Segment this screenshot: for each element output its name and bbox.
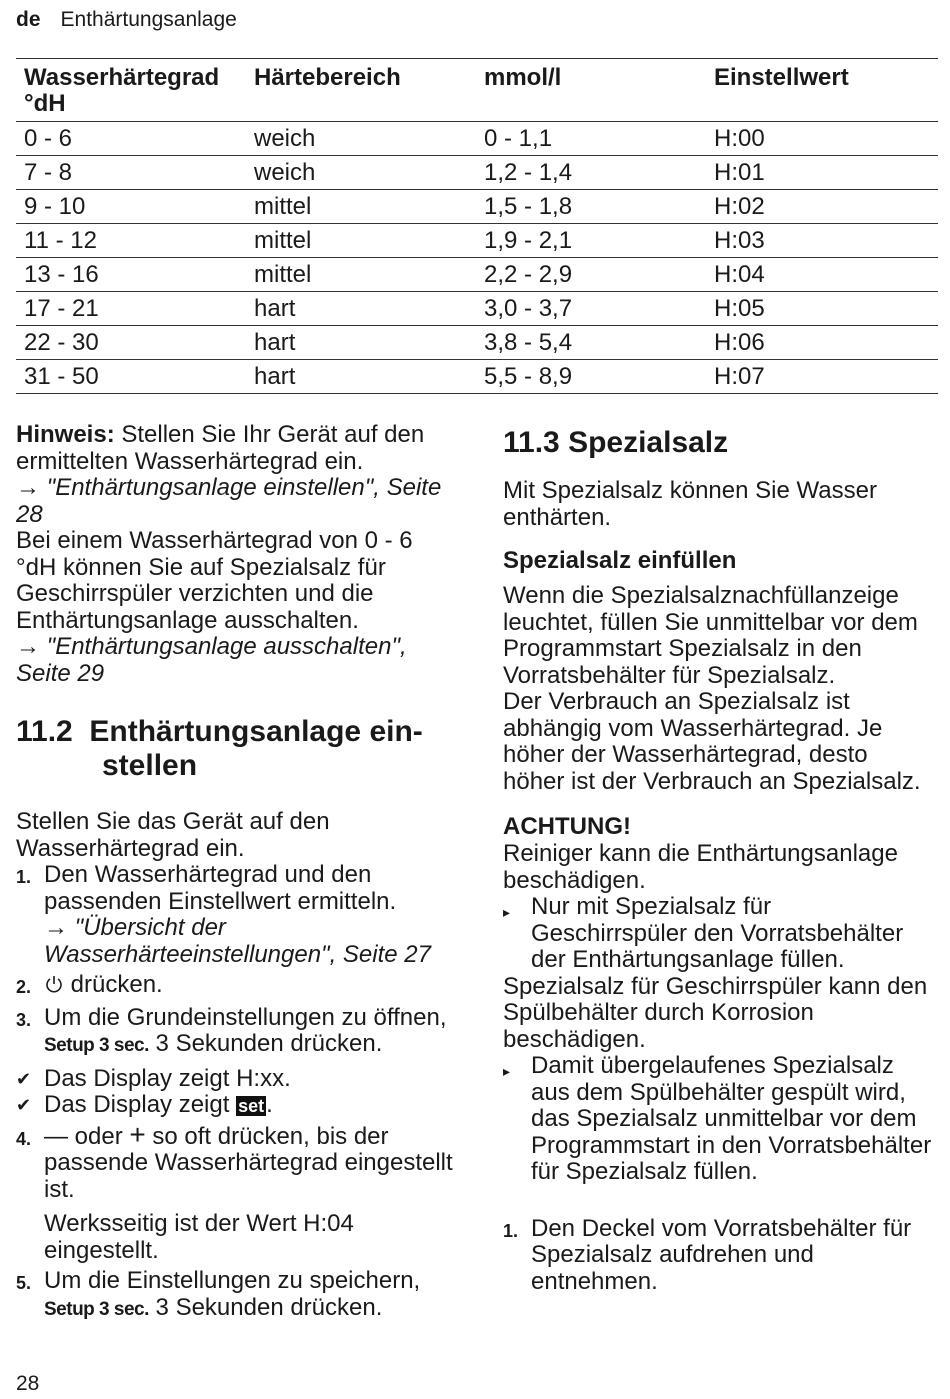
- column-header: mmol/l: [476, 59, 706, 122]
- table-cell: 13 - 16: [16, 258, 246, 292]
- paragraph: Bei einem Wasserhärtegrad von 0 - 6 °dH können Sie auf Spezialsalz für Geschirrspüler verzichten und die Enthärtungsanlage ausschalten.: [16, 527, 413, 634]
- step-item: [503, 1216, 933, 1296]
- table-cell: weich: [246, 122, 476, 156]
- bullet-text: Nur mit Spezialsalz für Geschirrspüler den Vorratsbehälter der Enthärtungsanlage füllen.: [531, 893, 904, 973]
- table-cell: hart: [246, 360, 476, 394]
- step-text: so oft drücken, bis der passende Wasserhärtegrad eingestellt ist.: [44, 1122, 453, 1203]
- header-title: Enthärtungsanlage: [60, 8, 237, 31]
- table-cell: 1,9 - 2,1: [476, 224, 706, 258]
- subsection-heading: Spezialsalz einfüllen: [503, 547, 737, 574]
- table-cell: 5,5 - 8,9: [476, 360, 706, 394]
- step-text: Den Deckel vom Vorratsbehälter für Spezialsalz aufdrehen und entnehmen.: [531, 1214, 912, 1295]
- table-cell: H:03: [706, 224, 938, 258]
- triangle-bullet-icon: ▸: [503, 904, 511, 920]
- table-cell: mittel: [246, 258, 476, 292]
- cross-reference-link[interactable]: [16, 634, 456, 687]
- table-row: [16, 156, 938, 190]
- table-row: [16, 292, 938, 326]
- triangle-bullet-icon: ▸: [503, 1063, 511, 1079]
- page-header: [16, 8, 237, 32]
- table-cell: 1,5 - 1,8: [476, 190, 706, 224]
- section-heading: 11.2 Enthärtungsanlage ein- stellen: [16, 715, 423, 782]
- power-icon: [44, 974, 64, 994]
- checkmark-icon: ✔: [16, 1068, 32, 1089]
- step-text: oder: [68, 1122, 130, 1150]
- step-number: 5.: [16, 1273, 32, 1293]
- table-cell: 17 - 21: [16, 292, 246, 326]
- table-row: [16, 224, 938, 258]
- intro-paragraph: Stellen Sie das Gerät auf den Wasserhärtegrad ein.: [16, 808, 330, 862]
- warning-text: Spezialsalz für Geschirrspüler kann den Spülbehälter durch Korrosion beschädigen.: [503, 972, 928, 1053]
- table-cell: hart: [246, 326, 476, 360]
- minus-icon: —: [44, 1122, 68, 1150]
- step-number: 2.: [16, 977, 32, 997]
- table-cell: 11 - 12: [16, 224, 246, 258]
- step-text: Um die Einstellungen zu speichern,: [44, 1267, 421, 1294]
- table-header-row: [16, 59, 938, 122]
- step-number: 1.: [16, 867, 32, 887]
- table-row: [16, 122, 938, 156]
- table-cell: 9 - 10: [16, 190, 246, 224]
- arrow-right-icon: →: [16, 474, 40, 501]
- table-cell: 0 - 6: [16, 122, 246, 156]
- table-cell: 0 - 1,1: [476, 122, 706, 156]
- result-text: Das Display zeigt H:xx.: [44, 1064, 291, 1092]
- column-header: Härtebereich: [246, 59, 476, 122]
- language-code: de: [16, 8, 41, 31]
- table-cell: H:04: [706, 258, 938, 292]
- hint-label: Hinweis:: [16, 421, 115, 448]
- table-cell: H:01: [706, 156, 938, 190]
- hint-paragraph: [16, 422, 456, 475]
- table-cell: 3,8 - 5,4: [476, 326, 706, 360]
- checkmark-icon: ✔: [16, 1095, 32, 1115]
- result-item: [16, 1066, 456, 1093]
- left-column: [16, 422, 456, 1323]
- table-cell: mittel: [246, 224, 476, 258]
- bullet-text: Damit übergelaufenes Spezialsalz aus dem Spülbehälter gespült wird, das Spezialsalz unmittelbar vor dem Programmstart in den Vorratsbehälter für Spezialsalz füllen.: [531, 1052, 932, 1185]
- reference-text: "Übersicht der Wasserhärteeinstellungen", Seite 27: [44, 914, 431, 968]
- step-number: 1.: [503, 1220, 519, 1241]
- paragraph: Wenn die Spezialsalznachfüllanzeige leuchtet, füllen Sie unmittelbar vor dem Programmstart Spezialsalz in den Vorratsbehälter für Spezialsalz.: [503, 582, 918, 689]
- bullet-item: [503, 1053, 933, 1186]
- reference-text: "Enthärtungsanlage ausschalten", Seite 29: [16, 633, 407, 687]
- table-cell: H:00: [706, 122, 938, 156]
- table-cell: mittel: [246, 190, 476, 224]
- table-cell: hart: [246, 292, 476, 326]
- result-text: Das Display zeigt: [44, 1091, 237, 1118]
- table-cell: 1,2 - 1,4: [476, 156, 706, 190]
- step-item: [16, 862, 456, 968]
- table-cell: 3,0 - 3,7: [476, 292, 706, 326]
- step-text: 3 Sekunden drücken.: [148, 1030, 383, 1057]
- table-cell: H:06: [706, 326, 938, 360]
- plus-icon: +: [129, 1118, 146, 1150]
- column-header: Wasserhärtegrad °dH: [16, 59, 246, 122]
- table-cell: 2,2 - 2,9: [476, 258, 706, 292]
- table-cell: H:05: [706, 292, 938, 326]
- bullet-item: [503, 894, 933, 974]
- reference-text: "Enthärtungsanlage einstellen", Seite 28: [16, 474, 442, 528]
- warning-title: ACHTUNG!: [503, 813, 631, 840]
- setup-button-label: Setup 3 sec.: [44, 1035, 149, 1056]
- arrow-right-icon: →: [44, 914, 68, 941]
- warning-text: Reiniger kann die Enthärtungsanlage beschädigen.: [503, 840, 898, 894]
- step-text: Um die Grundeinstellungen zu öffnen,: [44, 1003, 447, 1031]
- table-cell: 31 - 50: [16, 360, 246, 394]
- water-hardness-table: [16, 58, 938, 394]
- cross-reference-link[interactable]: [16, 475, 456, 528]
- step-number: 4.: [16, 1128, 32, 1149]
- table-row: [16, 326, 938, 360]
- step-item: [16, 972, 456, 1001]
- page-number: 28: [16, 1372, 40, 1395]
- step-item: [16, 1005, 456, 1060]
- table-cell: 7 - 8: [16, 156, 246, 190]
- table-row: [16, 258, 938, 292]
- table-row: [16, 190, 938, 224]
- column-header: Einstellwert: [706, 59, 938, 122]
- intro-paragraph: Mit Spezialsalz können Sie Wasser enthärten.: [503, 477, 877, 531]
- hint-text: Stellen Sie Ihr Gerät auf den ermittelten Wasserhärtegrad ein.: [16, 421, 425, 475]
- table-cell: H:02: [706, 190, 938, 224]
- right-column: [503, 422, 933, 1295]
- arrow-right-icon: →: [16, 633, 40, 660]
- setup-button-label: Setup 3 sec.: [44, 1298, 149, 1320]
- table-cell: 22 - 30: [16, 326, 246, 360]
- step-item: [16, 1268, 456, 1323]
- table-cell: weich: [246, 156, 476, 190]
- table-cell: H:07: [706, 360, 938, 394]
- paragraph: Der Verbrauch an Spezialsalz ist abhängig vom Wasserhärtegrad. Je höher der Wasserhärtegrad, desto höher ist der Verbrauch an Spezialsalz.: [503, 688, 921, 795]
- step-item: [16, 1118, 456, 1265]
- cross-reference-link[interactable]: [44, 915, 456, 968]
- step-text: Den Wasserhärtegrad und den passenden Einstellwert ermitteln.: [44, 861, 397, 915]
- step-number: 3.: [16, 1009, 32, 1030]
- table-row: [16, 360, 938, 394]
- result-text: .: [266, 1091, 273, 1118]
- step-text: drücken.: [64, 971, 163, 998]
- result-item: [16, 1092, 456, 1120]
- section-heading: 11.3 Spezialsalz: [503, 426, 729, 459]
- step-text: 3 Sekunden drücken.: [148, 1293, 383, 1321]
- display-set-symbol: set: [238, 1096, 265, 1116]
- step-note: Werksseitig ist der Wert H:04 eingestellt.: [44, 1210, 354, 1264]
